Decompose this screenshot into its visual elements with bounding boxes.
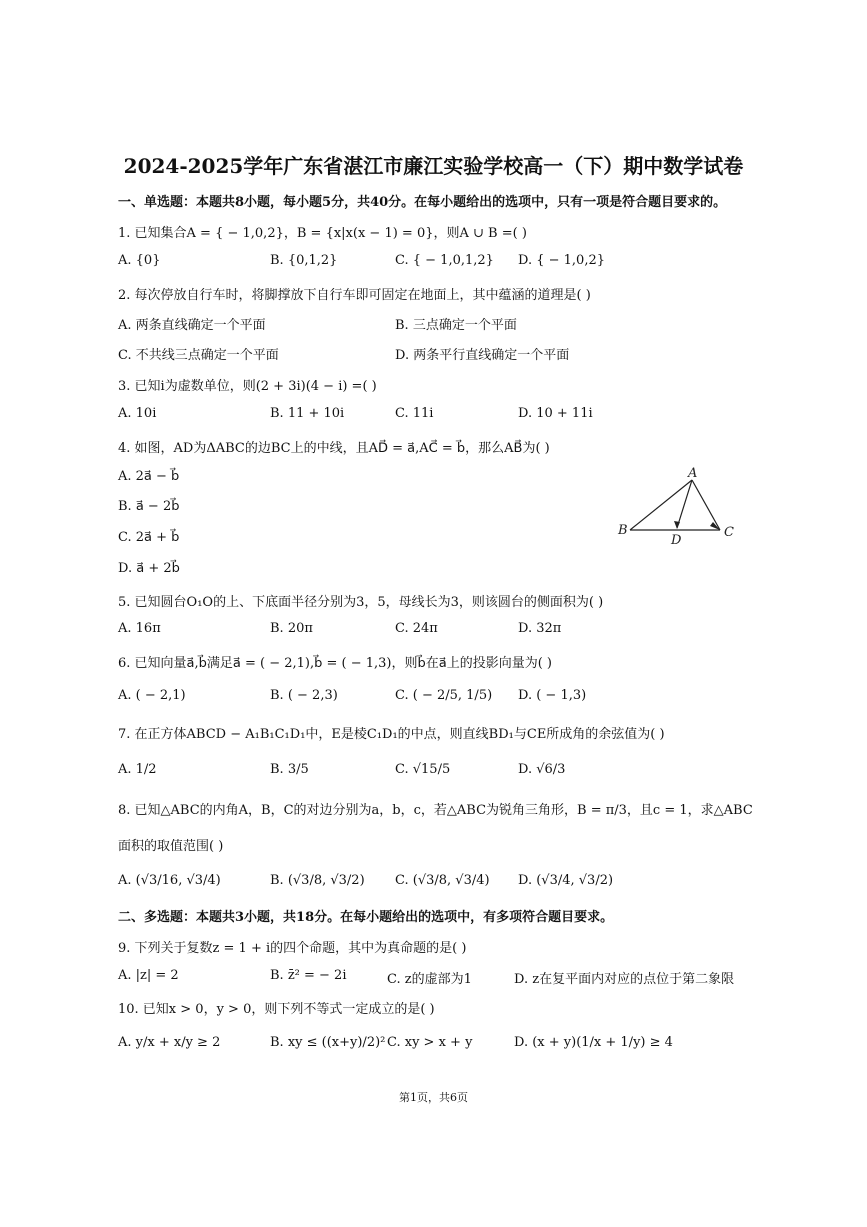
q3-option-c[interactable]: C. 11i [395,406,434,421]
q2-option-d[interactable]: D. 两条平行直线确定一个平面 [395,348,570,363]
question-8-cont: 面积的取值范围( ) [118,839,224,854]
q4-option-d[interactable]: D. a⃗ + 2b⃗ [118,561,180,576]
q4-option-a[interactable]: A. 2a⃗ − b⃗ [118,469,180,484]
median-ad [677,480,692,528]
q2-option-c[interactable]: C. 不共线三点确定一个平面 [118,348,279,363]
question-8: 8. 已知△ABC的内角A，B，C的对边分别为a，b，c，若△ABC为锐角三角形，B = π/3，且c = 1，求△ABC [118,803,753,818]
q9-option-b[interactable]: B. z̄² = − 2i [270,968,347,983]
q6-option-b[interactable]: B. ( − 2,3) [270,688,338,703]
q4-option-b[interactable]: B. a⃗ − 2b⃗ [118,499,180,514]
q10-option-b[interactable]: B. xy ≤ ((x+y)/2)² [270,1035,386,1050]
q2-option-a[interactable]: A. 两条直线确定一个平面 [118,318,266,333]
edge-ac [692,480,720,530]
q5-option-b[interactable]: B. 20π [270,621,313,636]
q10-option-c[interactable]: C. xy > x + y [387,1035,473,1050]
question-7: 7. 在正方体ABCD − A₁B₁C₁D₁中，E是棱C₁D₁的中点，则直线BD₁与CE所成角的余弦值为( ) [118,727,665,742]
q8-option-b[interactable]: B. (√3/8, √3/2) [270,873,365,888]
question-2: 2. 每次停放自行车时，将脚撑放下自行车即可固定在地面上，其中蕴涵的道理是( ) [118,288,591,303]
question-6: 6. 已知向量a⃗,b⃗满足a⃗ = ( − 2,1),b⃗ = ( − 1,3)，则b⃗在a⃗上的投影向量为( ) [118,656,552,671]
question-3: 3. 已知i为虚数单位，则(2 + 3i)(4 − i) =( ) [118,379,377,394]
question-9: 9. 下列关于复数z = 1 + i的四个命题，其中为真命题的是( ) [118,941,467,956]
q4-option-c[interactable]: C. 2a⃗ + b⃗ [118,530,180,545]
q7-option-a[interactable]: A. 1/2 [118,762,157,777]
q6-option-c[interactable]: C. ( − 2/5, 1/5) [395,688,493,703]
question-10: 10. 已知x > 0，y > 0，则下列不等式一定成立的是( ) [118,1002,435,1017]
q8-option-a[interactable]: A. (√3/16, √3/4) [118,873,221,888]
q5-option-a[interactable]: A. 16π [118,621,161,636]
q1-option-a[interactable]: A. {0} [118,253,161,268]
q10-option-a[interactable]: A. y/x + x/y ≥ 2 [118,1035,221,1050]
q7-option-c[interactable]: C. √15/5 [395,762,451,777]
q6-option-d[interactable]: D. ( − 1,3) [518,688,587,703]
question-5: 5. 已知圆台O₁O的上、下底面半径分别为3，5，母线长为3，则该圆台的侧面积为( ) [118,595,604,610]
question-1: 1. 已知集合A = { − 1,0,2}，B = {x|x(x − 1) = 0}，则A ∪ B =( ) [118,226,527,241]
label-c: C [724,525,734,540]
page-footer: 第1页，共6页 [399,1091,468,1104]
q7-option-b[interactable]: B. 3/5 [270,762,309,777]
q9-option-c[interactable]: C. z的虚部为1 [387,972,472,987]
label-a: A [688,466,698,481]
arrow-ac [710,522,720,530]
q3-option-b[interactable]: B. 11 + 10i [270,406,345,421]
q3-option-a[interactable]: A. 10i [118,406,157,421]
q5-option-c[interactable]: C. 24π [395,621,438,636]
section-single-choice: 一、单选题：本题共8小题，每小题5分，共40分。在每小题给出的选项中，只有一项是符合题目要求的。 [118,195,727,210]
q5-option-d[interactable]: D. 32π [518,621,562,636]
arrow-ad [674,521,680,529]
q2-option-b[interactable]: B. 三点确定一个平面 [395,318,517,333]
triangle-figure [612,466,742,546]
edge-ab [630,480,692,530]
q8-option-c[interactable]: C. (√3/8, √3/4) [395,873,490,888]
q9-option-d[interactable]: D. z在复平面内对应的点位于第二象限 [514,972,735,987]
page-title: 2024-2025学年广东省湛江市廉江实验学校高一（下）期中数学试卷 [123,154,744,178]
label-b: B [618,523,628,538]
q8-option-d[interactable]: D. (√3/4, √3/2) [518,873,614,888]
q1-option-d[interactable]: D. { − 1,0,2} [518,253,606,268]
q1-option-b[interactable]: B. {0,1,2} [270,253,338,268]
section-multi-choice: 二、多选题：本题共3小题，共18分。在每小题给出的选项中，有多项符合题目要求。 [118,910,614,925]
question-4: 4. 如图，AD为ΔABC的边BC上的中线，且AD⃗ = a⃗,AC⃗ = b⃗，那么AB⃗为( ) [118,441,550,456]
q7-option-d[interactable]: D. √6/3 [518,762,566,777]
q10-option-d[interactable]: D. (x + y)(1/x + 1/y) ≥ 4 [514,1035,673,1050]
q1-option-c[interactable]: C. { − 1,0,1,2} [395,253,494,268]
q9-option-a[interactable]: A. |z| = 2 [118,968,179,983]
q3-option-d[interactable]: D. 10 + 11i [518,406,593,421]
label-d: D [671,533,682,546]
q6-option-a[interactable]: A. ( − 2,1) [118,688,186,703]
